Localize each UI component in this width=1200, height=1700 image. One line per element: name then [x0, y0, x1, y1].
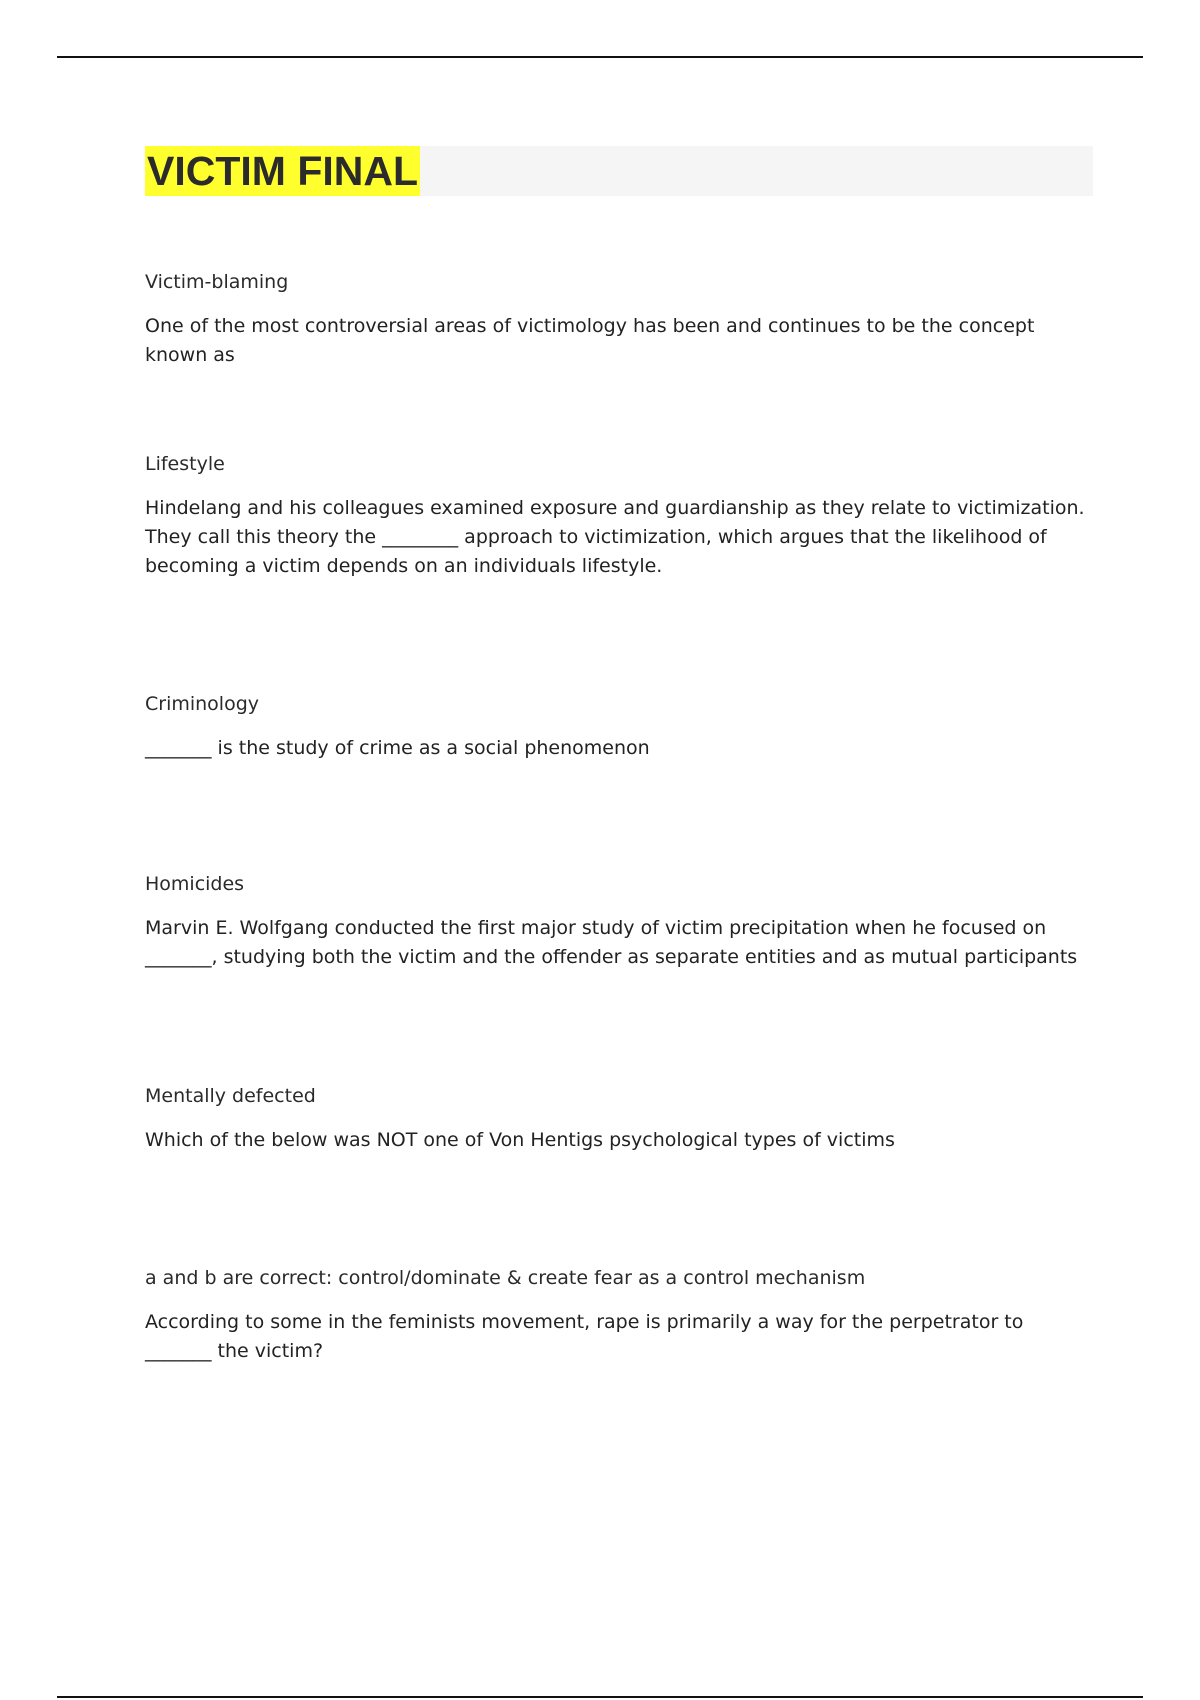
flashcard-question: One of the most controversial areas of victimology has been and continues to be the concept known as [145, 315, 1035, 366]
flashcard-question: Hindelang and his colleagues examined exposure and guardianship as they relate to victimization. They call this theory the ________ approach to victimization, which argues that the likelihood of becoming a victim depends on an individuals lifestyle. [145, 497, 1085, 577]
flashcard-5 [145, 1082, 1085, 1155]
flashcard-1 [145, 268, 1085, 370]
top-page-rule [57, 56, 1143, 58]
flashcard-2 [145, 450, 1085, 581]
flashcard-answer: a and b are correct: control/dominate & create fear as a control mechanism [145, 1267, 866, 1289]
flashcard-question: Marvin E. Wolfgang conducted the first major study of victim precipitation when he focused on _______, studying both the victim and the offender as separate entities and as mutual participants [145, 917, 1078, 968]
flashcard-answer: Lifestyle [145, 453, 225, 475]
flashcard-answer: Victim-blaming [145, 271, 289, 293]
document-title: VICTIM FINAL [147, 148, 419, 194]
flashcard-6 [145, 1264, 1085, 1366]
flashcard-answer: Homicides [145, 873, 245, 895]
flashcard-3 [145, 690, 1085, 763]
flashcard-question: _______ is the study of crime as a social phenomenon [145, 737, 650, 759]
flashcard-answer: Criminology [145, 693, 260, 715]
flashcard-question: According to some in the feminists movement, rape is primarily a way for the perpetrator to _______ the victim? [145, 1311, 1024, 1362]
flashcard-answer: Mentally defected [145, 1085, 316, 1107]
flashcard-4 [145, 870, 1085, 972]
bottom-page-rule [57, 1696, 1143, 1698]
flashcard-question: Which of the below was NOT one of Von Hentigs psychological types of victims [145, 1129, 895, 1151]
